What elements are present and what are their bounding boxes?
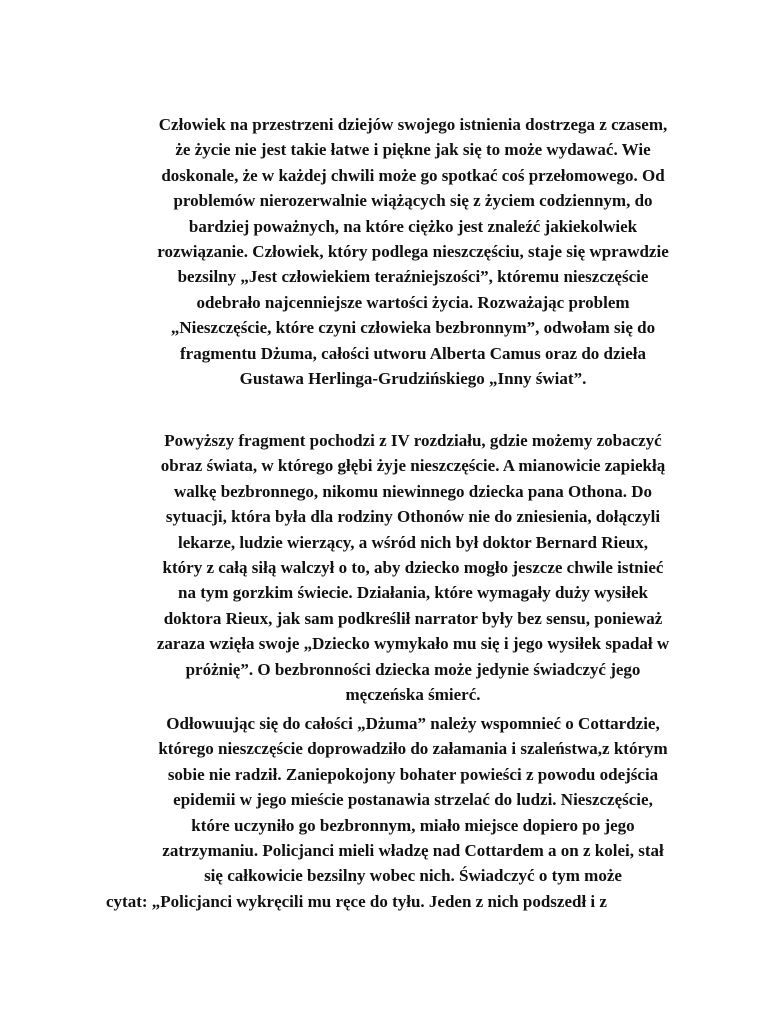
text-line: sobie nie radził. Zaniepokojony bohater powieści z powodu odejścia bbox=[167, 764, 659, 784]
text-line: problemów nierozerwalnie wiążących się z życiem codziennym, do bbox=[173, 191, 653, 211]
text-line: Gustawa Herlinga-Grudzińskiego „Inny świat”. bbox=[239, 369, 587, 389]
paragraph-cottard bbox=[100, 711, 726, 914]
text-line: zaraza wzięła swoje „Dziecko wymykało mu się i jego wysiłek spadał w bbox=[156, 634, 670, 654]
text-line: próżnię”. O bezbronności dziecka może jedynie świadczyć jego bbox=[185, 659, 641, 679]
text-line: obraz świata, w którego głębi żyje nieszczęście. A mianowicie zapiekłą bbox=[160, 456, 666, 476]
text-line: cytat: „Policjanci wykręcili mu ręce do tyłu. Jeden z nich podszedł i z bbox=[106, 891, 607, 911]
text-line: lekarze, ludzie wierzący, a wśród nich był doktor Bernard Rieux, bbox=[178, 532, 648, 552]
text-line: fragmentu Dżuma, całości utworu Alberta Camus oraz do dzieła bbox=[179, 343, 647, 363]
text-line: którego nieszczęście doprowadziło do załamania i szaleństwa,z którym bbox=[158, 739, 668, 759]
text-line: się całkowicie bezsilny wobec nich. Świadczyć o tym może bbox=[204, 866, 622, 886]
paragraph-introduction bbox=[100, 112, 726, 391]
text-line: rozwiązanie. Człowiek, który podlega nieszczęściu, staje się wprawdzie bbox=[157, 242, 669, 262]
text-line: walkę bezbronnego, nikomu niewinnego dziecka pana Othona. Do bbox=[173, 481, 653, 501]
text-line: bardziej poważnych, na które ciężko jest znaleźć jakiekolwiek bbox=[188, 216, 638, 236]
text-line: sytuacji, która była dla rodziny Othonów nie do zniesienia, dołączyli bbox=[165, 507, 661, 527]
text-line: zatrzymaniu. Policjanci mieli władzę nad Cottardem a on z kolei, stał bbox=[162, 841, 664, 861]
text-line: Odłowuując się do całości „Dżuma” należy wspomnieć o Cottardzie, bbox=[166, 714, 660, 733]
text-line: na tym gorzkim świecie. Działania, które wymagały duży wysiłek bbox=[178, 583, 648, 603]
text-line: Człowiek na przestrzeni dziejów swojego istnienia dostrzega z czasem, bbox=[158, 115, 668, 134]
text-line: epidemii w jego mieście postanawia strzelać do ludzi. Nieszczęście, bbox=[173, 790, 653, 810]
text-line: które uczyniło go bezbronnym, miało miejsce dopiero po jego bbox=[191, 815, 635, 835]
paragraph-dzuma-fragment bbox=[100, 428, 726, 707]
text-line: Powyższy fragment pochodzi z IV rozdziału, gdzie możemy zobaczyć bbox=[164, 431, 662, 450]
text-line: męczeńska śmierć. bbox=[345, 685, 481, 705]
text-line: „Nieszczęście, które czyni człowieka bezbronnym”, odwołam się do bbox=[170, 318, 656, 338]
text-line: doktora Rieux, jak sam podkreślił narrator były bez sensu, ponieważ bbox=[163, 608, 663, 628]
text-line: doskonale, że w każdej chwili może go spotkać coś przełomowego. Od bbox=[161, 165, 665, 185]
text-line: bezsilny „Jest człowiekiem teraźniejszości”, któremu nieszczęście bbox=[177, 267, 649, 287]
text-line: odebrało najcenniejsze wartości życia. Rozważając problem bbox=[196, 292, 630, 312]
text-line: który z całą siłą walczył o to, aby dziecko mogło jeszcze chwile istnieć bbox=[162, 558, 664, 578]
text-line: że życie nie jest takie łatwe i piękne jak się to może wydawać. Wie bbox=[175, 140, 651, 160]
